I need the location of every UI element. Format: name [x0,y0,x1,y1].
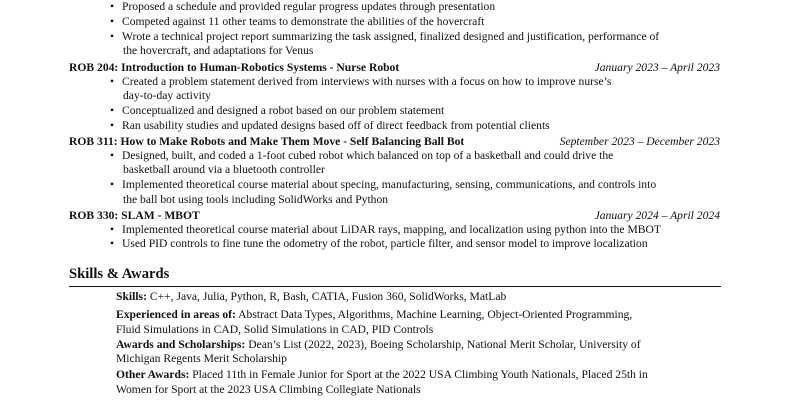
bullet-item [110,75,750,90]
other-awards-value: Placed 11th in Female Junior for Sport at the 2022 USA Climbing Youth Nationals, Placed 25th in [192,368,648,381]
bullet-item [110,237,750,252]
bullet-item [110,119,750,134]
course-date: January 2024 – April 2024 [594,209,720,222]
bullet-dot: • [110,75,115,88]
course-title: ROB 330: SLAM - MBOT [69,209,200,222]
experienced-value: Abstract Data Types, Algorithms, Machine Learning, Object-Oriented Programming, [238,308,633,321]
bullet-text: Designed, built, and coded a 1-foot cubed robot which balanced on top of a basketball and could drive the [122,149,614,162]
bullet-dot: • [110,149,115,162]
experienced-line [116,308,632,323]
bullet-item [110,223,750,238]
skills-value: C++, Java, Julia, Python, R, Bash, CATIA, Fusion 360, SolidWorks, MatLab [149,290,507,303]
bullet-continuation: the ball bot using tools including SolidWorks and Python [123,193,389,206]
bullet-text: Competed against 11 other teams to demonstrate the abilities of the hovercraft [122,15,485,28]
bullet-text: Implemented theoretical course material about LiDAR rays, mapping, and localization using python into the MBOT [122,223,661,236]
bullet-continuation: day-to-day activity [123,89,211,102]
course-date: January 2023 – April 2023 [594,61,720,74]
course-title: ROB 311: How to Make Robots and Make Them Move - Self Balancing Ball Bot [69,135,465,148]
section-title: Skills & Awards [69,266,170,282]
skills-label: Skills: [116,290,147,303]
section-divider [69,286,721,287]
course-heading [69,134,720,149]
bullet-item [110,178,750,193]
other-awards-line [116,368,648,383]
awards-label: Awards and Scholarships: [116,338,246,351]
bullet-text: Ran usability studies and updated designs based off of direct feedback from potential clients [122,119,550,132]
awards-continuation: Michigan Regents Merit Scholarship [116,352,287,365]
other-awards-continuation: Women for Sport at the 2023 USA Climbing Collegiate Nationals [116,383,421,396]
awards-value: Dean’s List (2022, 2023), Boeing Scholarship, National Merit Scholar, University of [248,338,641,351]
course-heading [69,60,720,75]
other-awards-label: Other Awards: [116,368,190,381]
bullet-text: Used PID controls to fine tune the odometry of the robot, particle filter, and sensor model to improve localization [122,237,648,250]
bullet-dot: • [110,30,115,43]
awards-line [116,338,641,353]
bullet-item [110,15,750,30]
bullet-text: Proposed a schedule and provided regular progress updates through presentation [122,0,496,13]
bullet-dot: • [110,178,115,191]
course-heading [69,208,720,223]
bullet-dot: • [110,0,115,13]
experienced-label: Experienced in areas of: [116,308,236,321]
bullet-item [110,30,750,45]
bullet-dot: • [110,104,115,117]
bullet-dot: • [110,119,115,132]
course-title: ROB 204: Introduction to Human-Robotics Systems - Nurse Robot [69,61,400,74]
bullet-item [110,0,750,15]
bullet-dot: • [110,223,115,236]
bullet-text: Implemented theoretical course material about specing, manufacturing, sensing, communications, and controls into [122,178,657,191]
bullet-text: Wrote a technical project report summarizing the task assigned, finalized designed and justification, performance of [122,30,660,43]
bullet-text: Conceptualized and designed a robot based on our problem statement [122,104,445,117]
bullet-dot: • [110,15,115,28]
bullet-continuation: basketball around via a bluetooth controller [123,163,325,176]
course-date: September 2023 – December 2023 [559,135,720,148]
experienced-continuation: Fluid Simulations in CAD, Solid Simulations in CAD, PID Controls [116,323,434,336]
bullet-item [110,104,750,119]
bullet-item [110,149,750,164]
bullet-continuation: the hovercraft, and adaptations for Venus [123,44,314,57]
bullet-dot: • [110,237,115,250]
bullet-text: Created a problem statement derived from interviews with nurses with a focus on how to improve nurse’s [122,75,612,88]
skills-line [116,290,506,305]
